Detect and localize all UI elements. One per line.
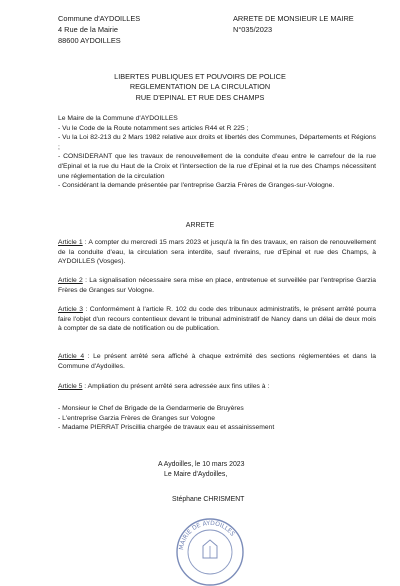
article-5 xyxy=(58,382,376,392)
article-2 xyxy=(58,276,376,295)
signature-name: Stéphane CHRISMENT xyxy=(172,496,245,503)
preamble xyxy=(58,114,376,191)
seal-text: MAIRIE DE AYDOILLES xyxy=(178,519,236,551)
article-text: : Conformément à l'article R. 102 du code des tribunaux administratifs, le présent arrêté pourra faire l'objet d'un recours contentieux devant le tribunal administratif de Nancy dans un délai de deux mois à compter de sa date de notification ou de publication. xyxy=(58,306,376,333)
article-label: Article 5 xyxy=(58,383,83,390)
arrete-title: ARRETE DE MONSIEUR LE MAIRE xyxy=(233,14,354,23)
title-line-3: RUE D'EPINAL ET RUE DES CHAMPS xyxy=(135,92,265,102)
article-label: Article 4 xyxy=(58,353,85,360)
title-line-2: REGLEMENTATION DE LA CIRCULATION xyxy=(129,82,271,92)
arrete-number: N°035/2023 xyxy=(233,25,273,34)
recipient-item: - Monsieur le Chef de Brigade de la Gendarmerie de Bruyères xyxy=(58,405,244,412)
article-text: : Ampliation du présent arrêté sera adressée aux fins utiles à : xyxy=(82,383,270,390)
preamble-line: - Vu la Loi 82-213 du 2 Mars 1982 relative aux droits et libertés des Communes, Départements et Régions ; xyxy=(58,134,376,151)
article-3 xyxy=(58,305,376,334)
commune-name: Commune d'AYDOILLES xyxy=(58,14,141,23)
recipient-item: - Madame PIERRAT Priscillia chargée de travaux eau et assainissement xyxy=(58,424,275,432)
article-text: : A compter du mercredi 15 mars 2023 et jusqu'à la fin des travaux, en raison de renouvellement de la conduite d'eau, la circulation sera interdite, sauf riverains, rue d'Epinal et rue des Champs, à AYDOILLES (Vosges). xyxy=(58,239,377,266)
preamble-line: Le Maire de la Commune d'AYDOILLES xyxy=(58,115,178,122)
preamble-line: - Considérant la demande présentée par l'entreprise Garzia Frères de Granges-sur-Vologne. xyxy=(58,182,335,190)
seal-emblem-icon xyxy=(203,540,217,558)
article-4 xyxy=(58,352,376,371)
preamble-line: - CONSIDERANT que les travaux de renouvellement de la conduite d'eau entre le carrefour de la rue d'Epinal et la rue du Haut de la Croix et l'intersection de la rue d'Epinal et la rue des Champs nécessitent une réglementation de la circulation xyxy=(58,153,376,180)
commune-address-block xyxy=(58,13,140,46)
article-text: : La signalisation nécessaire sera mise en place, entretenue et surveillée par l'entreprise Garzia Frères de Granges sur Vologne. xyxy=(58,277,376,294)
recipients-list xyxy=(58,404,376,433)
document-titles xyxy=(0,72,400,103)
article-1 xyxy=(58,238,376,267)
signature-role: Le Maire d'Aydoilles, xyxy=(164,471,228,478)
commune-street: 4 Rue de la Mairie xyxy=(58,25,118,34)
title-line-1: LIBERTES PUBLIQUES ET POUVOIRS DE POLICE xyxy=(114,72,286,81)
arrete-heading: ARRETE xyxy=(185,222,215,229)
preamble-line: - Vu le Code de la Route notamment ses articles R44 et R 225 ; xyxy=(58,124,249,132)
signature-place-date: A Aydoilles, le 10 mars 2023 xyxy=(158,461,245,468)
mairie-seal-stamp xyxy=(173,512,247,586)
article-label: Article 1 xyxy=(58,239,83,246)
arrete-reference-block xyxy=(233,13,354,35)
commune-postcode: 88600 AYDOILLES xyxy=(58,36,121,45)
article-label: Article 3 xyxy=(58,306,83,313)
article-text: : Le présent arrêté sera affiché à chaque extrémité des sections réglementées et dans la Commune d'Aydoilles. xyxy=(58,353,376,370)
recipient-item: - L'entreprise Garzia Frères de Granges sur Vologne xyxy=(58,414,215,422)
article-label: Article 2 xyxy=(58,277,83,284)
